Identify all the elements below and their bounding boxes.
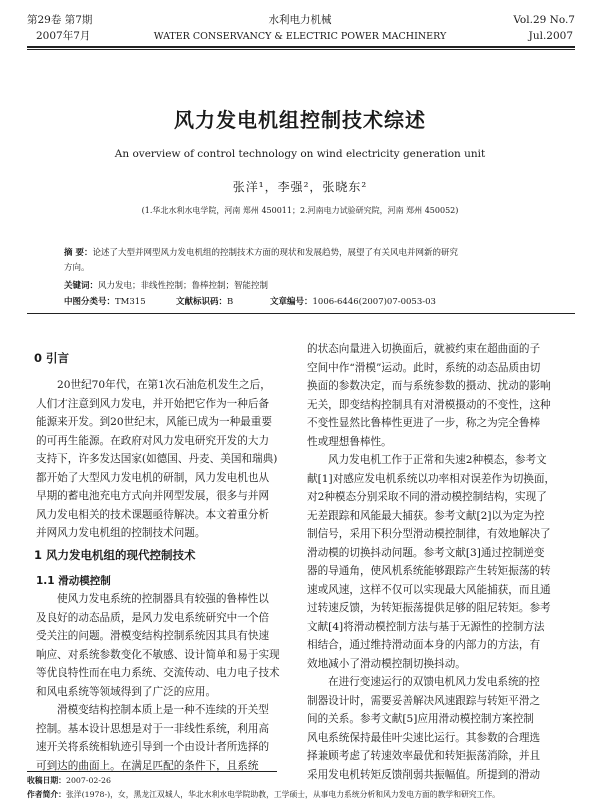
- article-title: 风力发电机组控制技术综述: [174, 108, 426, 132]
- text-line: 可到达的曲面上。在满足匹配的条件下，且系统: [36, 759, 259, 772]
- text-line: 性或理想鲁棒性。: [307, 435, 392, 448]
- abstract-label: 摘 要：: [64, 248, 93, 258]
- text-line: 过转速反馈，为转矩振荡提供足够的阻尼转矩。参考: [307, 602, 551, 614]
- article-no-label: 文章编号：: [270, 297, 313, 307]
- article-affiliation: (1.华北水利水电学院，河南 郑州 450011；2.河南电力试验研究院，河南 郑州 450052): [141, 206, 459, 215]
- text-line: 空间中作“滑模”运动。此时，系统的动态品质由切: [307, 361, 541, 374]
- header-date-cn: 2007年7月: [36, 30, 91, 42]
- received-value: 2007-02-26: [65, 776, 111, 785]
- footnote-rule: [27, 771, 277, 772]
- text-line: 间的关系。参考文献[5]应用滑动模控制方案控制: [307, 713, 534, 725]
- section-1-1-heading: 1.1 滑动模控制: [36, 575, 111, 587]
- text-line: 人们才注意到风力发电，并开始把它作为一种后备: [36, 397, 270, 410]
- text-line: 支持下，许多发达国家(如德国、丹麦、美国和瑞典): [36, 453, 278, 465]
- abstract: [64, 246, 544, 258]
- header-journal-en: WATER CONSERVANCY & ELECTRIC POWER MACHINERY: [153, 31, 447, 42]
- text-line: 采用发电机转矩反馈削弱共振幅值。所提到的滑动: [307, 768, 541, 781]
- text-line: 无关，即变结构控制具有对滑模摄动的不变性，这种: [307, 398, 551, 411]
- header-volume-cn: 第29卷 第7期: [27, 14, 93, 26]
- text-line: 控制。基本设计思想是对于一非线性系统，利用高: [36, 722, 270, 735]
- text-line: 在进行变速运行的双馈电机风力发电系统的控: [328, 676, 540, 688]
- author-bio: [27, 789, 587, 800]
- text-line: 对2种模态分别采取不同的滑动模控制结构，实现了: [307, 491, 547, 503]
- text-line: 都开始了大型风力发电机的研制，风力发电机也从: [36, 471, 270, 484]
- clc: [64, 295, 146, 307]
- text-line: 风电系统保持最佳叶尖速比运行。其参数的合理选: [307, 731, 541, 744]
- header-date-en: Jul.2007: [528, 30, 573, 42]
- text-line: 器的导通角，使风机系统能够跟踪产生转矩振荡的转: [307, 565, 551, 577]
- section-0-heading: 0 引言: [34, 351, 70, 365]
- text-line: 择兼顾考虑了转速效率最优和转矩振荡消除，并且: [307, 750, 541, 762]
- header-rule-thin: [27, 49, 575, 50]
- abstract-rule: [27, 313, 575, 314]
- text-line: 速开关将系统相轨迹引导到一个由设计者所选择的: [36, 741, 270, 753]
- text-line: 滑模变结构控制本质上是一种不连续的开关型: [57, 704, 269, 716]
- author-bio-text: 张洋(1978-)，女，黑龙江双城人，华北水利水电学院助教，工学硕士，从事电力系统分析和风力发电方面的教学和研究工作。: [65, 790, 500, 799]
- text-line: 制信号，采用下积分型滑动模控制律，有效地解决了: [307, 528, 551, 540]
- header-journal-cn: 水利电力机械: [268, 14, 332, 26]
- article-no-value: 1006-6446(2007)07-0053-03: [312, 297, 436, 307]
- keywords-text: 风力发电；非线性控制；鲁棒控制；智能控制: [98, 281, 269, 291]
- text-line: 早期的蓄电池充电方式向并网型发展，很多与并网: [36, 490, 270, 502]
- text-line: 受关注的问题。滑模变结构控制系统因其具有快速: [36, 630, 270, 642]
- text-line: 换面的参数决定，而与系统参数的摄动、扰动的影响: [307, 380, 551, 392]
- right-paragraph-2: [307, 451, 567, 673]
- doc-code: [176, 295, 233, 307]
- keywords: [64, 279, 268, 291]
- text-line: 响应、对系统参数变化不敏感、设计简单和易于实现: [36, 648, 280, 661]
- text-line: 滑动模的切换抖动问题。参考文献[3]通过控制逆变: [307, 546, 545, 559]
- text-line: 风力发电相关的技术课题亟待解决。本文着重分析: [36, 508, 270, 521]
- header-rule: [27, 46, 575, 48]
- text-line: 等优良特性而在电力系统、交流传动、电力电子技术: [36, 667, 280, 679]
- doc-code-value: B: [227, 297, 234, 307]
- clc-label: 中图分类号：: [64, 297, 116, 307]
- received-label: 收稿日期：: [27, 776, 66, 785]
- right-paragraph-3: [307, 673, 567, 784]
- received-date: [27, 775, 111, 786]
- keywords-label: 关键词：: [64, 281, 99, 291]
- right-paragraph-1: [307, 340, 567, 451]
- text-line: 相结合，通过维持滑动面本身的内部力的方法，有: [307, 639, 541, 651]
- text-line: 的状态向量进入切换面后，就被约束在超曲面的子: [307, 343, 541, 355]
- article-no: [270, 295, 436, 307]
- text-line: 20世纪70年代，在第1次石油危机发生之后，: [57, 379, 271, 391]
- section-1-heading: 1 风力发电机组的现代控制技术: [34, 548, 196, 562]
- text-line: 及良好的动态品质，是风力发电系统研究中一个倍: [36, 611, 270, 624]
- text-line: 使风力发电系统的控制器具有较强的鲁棒性以: [57, 593, 269, 605]
- doc-code-label: 文献标识码：: [176, 297, 228, 307]
- text-line: 献[1]对感应发电机系统以功率相对误差作为切换面，: [307, 472, 556, 485]
- article-title-en: An overview of control technology on wind electricity generation unit: [114, 148, 486, 160]
- header-volume-en: Vol.29 No.7: [513, 14, 575, 26]
- text-line: 效地减小了滑动模控制切换抖动。: [307, 657, 466, 670]
- text-line: 不变性显然比鲁棒性更进了一步，称之为完全鲁棒: [307, 417, 541, 429]
- text-line: 速或风速，这样不仅可以实现最大风能捕获，而且通: [307, 583, 551, 596]
- text-line: 无差跟踪和风能最大捕获。参考文献[2]以为定为控: [307, 509, 545, 522]
- article-authors: 张洋¹，李强²，张晓东²: [232, 180, 368, 194]
- text-line: 并网风力发电机组的控制技术问题。: [36, 527, 206, 539]
- abstract-text: 论述了大型并网型风力发电机组的控制技术方面的现状和发展趋势，展望了有关风电并网新的研究: [92, 248, 458, 258]
- text-line: 风力发电机工作于正常和失速2种模态，参考文: [328, 454, 547, 466]
- abstract-cont: 方向。: [64, 263, 90, 273]
- clc-value: TM315: [115, 297, 146, 307]
- intro-paragraph: [36, 376, 287, 543]
- sliding-mode-paragraph-2: [36, 701, 287, 775]
- text-line: 制器设计时，需要妥善解决风速跟踪与转矩平滑之: [307, 694, 541, 707]
- text-line: 能源来开发。到20世纪末，风能已成为一种最重要: [36, 416, 272, 428]
- author-bio-label: 作者简介：: [27, 790, 66, 799]
- text-line: 和风电系统等领域得到了广泛的应用。: [36, 685, 217, 698]
- text-line: 的可再生能源。在政府对风力发电研究开发的大力: [36, 434, 270, 447]
- text-line: 文献[4]将滑动模控制方法与基于无源性的控制方法: [307, 620, 545, 633]
- sliding-mode-paragraph-1: [36, 590, 287, 701]
